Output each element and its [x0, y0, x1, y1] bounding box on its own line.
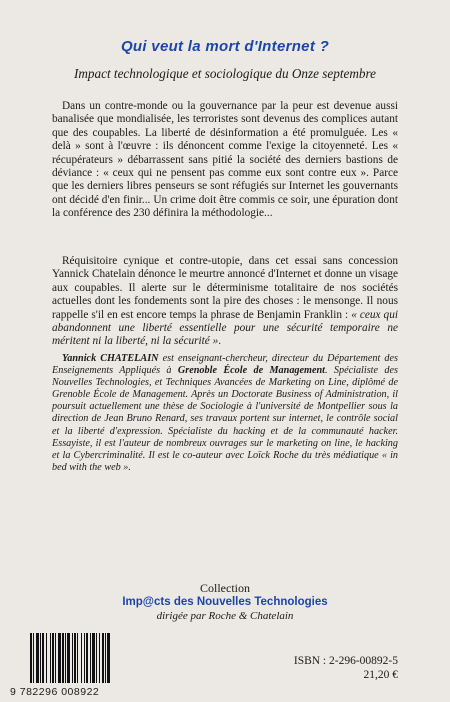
bio-text-1: est enseignant-chercheur, directeur du Département des Enseignements Appliqués à	[52, 353, 398, 377]
book-title: Qui veut la mort d'Internet ?	[120, 38, 330, 55]
paragraph-2-text: Réquisitoire cynique et contre-utopie, dans cet essai sans concession Yannick Chatelain dénonce le meurtre annoncé d'Internet et donne un visage aux coupables. Il alerte sur le déterminisme totalitaire de nos sociétés actuelles dont les fondements sont la pire des choses : le mensonge. Il nous rappelle s'il en est encore temps la phrase de Benjamin Franklin :	[52, 255, 398, 321]
collection-name: Imp@cts des Nouvelles Technologies	[122, 596, 328, 608]
author-name: Yannick CHATELAIN	[62, 353, 159, 364]
bio-text-2: . Spécialiste des Nouvelles Technologies, et Techniques Avancées de Marketing on Line, diplômé de Grenoble École de Management. Après un Doctorate Business of Administration, il poursuit actuellement une thèse de Sociologie à l'université de Montpellier sous la direction de Jean Bruno Renard, ses travaux portent sur internet, le contrôle social et la liberté d'expression. Spécialiste du hacking et de la communauté hacker. Essayiste, il est l'auteur de nombreux ouvrages sur le marketing on line, le hacking et la Cybercriminalité. Il est le co-auteur avec Loïck Roche du très médiatique « in bed with the web ».	[52, 365, 398, 473]
barcode-icon	[26, 633, 138, 691]
paragraph-2-end: .	[218, 335, 222, 348]
collection-directors: dirigée par Roche & Chatelain	[156, 610, 294, 622]
author-bio	[52, 353, 398, 474]
isbn-block	[294, 654, 398, 682]
summary-paragraph-1: Dans un contre-monde ou la gouvernance par la peur est devenue aussi banalisée que mondialisée, les terroristes sont devenus des complices autant que des coupables. La liberté de désinformation a été promulguée. Les « delà » sont à l'œuvre : ils dénoncent comme l'exige la citoyenneté. Les « récupérateurs » débarrassent sans pitié la société des derniers bastions de déviance : « ceux qui ne pensent pas comme eux sont contre eux ». Parce que les derniers libres penseurs se sont réfugiés sur Internet les gouvernants ont décidé d'en finir... Un crime doit être commis ce soir, une épuration dont la conférence des 230 définira la méthodologie...	[52, 100, 398, 220]
book-subtitle: Impact technologique et sociologique du Onze septembre	[73, 66, 377, 81]
collection-label: Collection	[200, 581, 250, 595]
school-name: Grenoble École de Management	[177, 365, 325, 377]
barcode-number: 9 782296 008922	[10, 686, 100, 698]
summary-paragraph-2	[52, 255, 398, 349]
price: 21,20 €	[363, 669, 398, 681]
collection-block	[0, 581, 450, 623]
franklin-quote: « ceux qui abandonnent une liberté essentielle pour une sécurité temporaire ne méritent ni la liberté, ni la sécurité »	[52, 308, 398, 348]
isbn-number: ISBN : 2-296-00892-5	[293, 655, 398, 667]
